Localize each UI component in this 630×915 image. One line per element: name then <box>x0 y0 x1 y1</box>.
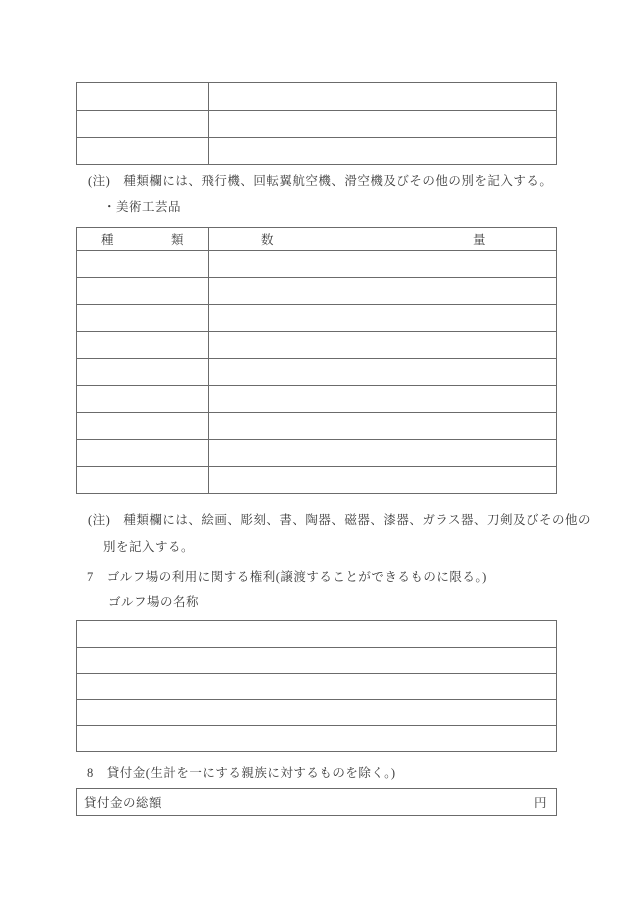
golf-section-heading: 7 ゴルフ場の利用に関する権利(譲渡することができるものに限る。) <box>87 570 487 584</box>
table-row <box>77 725 556 751</box>
type-cell <box>77 440 209 466</box>
golf-name-cell <box>77 648 556 673</box>
type-cell <box>77 111 209 137</box>
table-row <box>77 277 556 304</box>
table-row <box>77 789 556 815</box>
type-header-cell <box>77 228 209 250</box>
type-cell <box>77 138 209 164</box>
art-note-line1: (注) 種類欄には、絵画、彫刻、書、陶器、磁器、漆器、ガラス器、刀剣及びその他の <box>88 513 591 527</box>
quantity-header-char-right: 量 <box>472 233 486 247</box>
golf-name-cell <box>77 674 556 699</box>
type-cell <box>77 467 209 493</box>
quantity-cell <box>209 305 556 331</box>
type-cell <box>77 413 209 439</box>
golf-table <box>76 620 557 752</box>
loan-table <box>76 788 557 816</box>
table-row <box>77 385 556 412</box>
loan-total-cell <box>77 789 556 815</box>
type-cell <box>77 332 209 358</box>
table-row <box>77 331 556 358</box>
table-row <box>77 358 556 385</box>
quantity-cell <box>209 467 556 493</box>
table-row <box>77 647 556 673</box>
detail-cell <box>209 111 556 137</box>
table-row <box>77 137 556 164</box>
table-row <box>77 83 556 110</box>
table-row <box>77 250 556 277</box>
aircraft-table <box>76 82 557 165</box>
loan-total-label: 貸付金の総額 <box>84 796 163 810</box>
quantity-cell <box>209 332 556 358</box>
loan-section-heading: 8 貸付金(生計を一にする親族に対するものを除く。) <box>87 766 396 780</box>
quantity-cell <box>209 359 556 385</box>
table-row <box>77 699 556 725</box>
type-cell <box>77 251 209 277</box>
golf-name-cell <box>77 700 556 725</box>
table-row <box>77 466 556 493</box>
table-row <box>77 439 556 466</box>
golf-name-cell <box>77 621 556 647</box>
type-cell <box>77 359 209 385</box>
golf-table-label: ゴルフ場の名称 <box>108 595 200 609</box>
aircraft-note: (注) 種類欄には、飛行機、回転翼航空機、滑空機及びその他の別を記入する。 <box>88 174 553 188</box>
type-cell <box>77 83 209 110</box>
golf-name-cell <box>77 726 556 751</box>
quantity-cell <box>209 413 556 439</box>
table-row <box>77 412 556 439</box>
type-header-char-left: 種 <box>101 233 115 247</box>
art-note-line2: 別を記入する。 <box>103 540 195 554</box>
type-cell <box>77 386 209 412</box>
quantity-cell <box>209 440 556 466</box>
type-header-char-right: 類 <box>170 233 184 247</box>
type-cell <box>77 305 209 331</box>
art-table-header-row <box>77 228 556 250</box>
quantity-cell <box>209 278 556 304</box>
quantity-cell <box>209 386 556 412</box>
quantity-header-cell <box>209 228 556 250</box>
table-row <box>77 621 556 647</box>
type-cell <box>77 278 209 304</box>
quantity-cell <box>209 251 556 277</box>
art-section-label: ・美術工芸品 <box>103 200 182 214</box>
detail-cell <box>209 83 556 110</box>
art-table <box>76 227 557 494</box>
quantity-header-char-left: 数 <box>261 233 275 247</box>
detail-cell <box>209 138 556 164</box>
table-row <box>77 673 556 699</box>
table-row <box>77 304 556 331</box>
table-row <box>77 110 556 137</box>
currency-unit-label: 円 <box>533 796 547 810</box>
